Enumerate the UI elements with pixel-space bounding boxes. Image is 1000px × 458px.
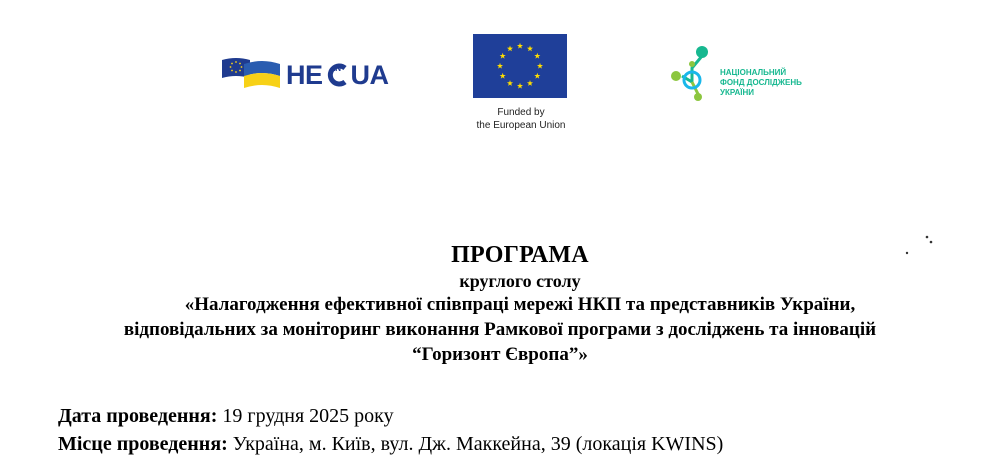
nrfu-line2: ФОНД ДОСЛІДЖЕНЬ xyxy=(720,78,802,87)
eu-caption-line1: Funded by xyxy=(497,107,545,118)
nrfu-logo xyxy=(668,42,828,104)
page-subtitle: круглого столу xyxy=(459,271,581,291)
program-heading xyxy=(0,240,1000,367)
heinua-ua: UA xyxy=(350,59,389,90)
event-title-line3: “Горизонт Європа”» xyxy=(412,344,588,365)
date-row xyxy=(58,402,723,430)
nrfu-line3: УКРАЇНИ xyxy=(720,88,755,97)
event-details xyxy=(58,402,723,458)
place-label: Місце проведення: xyxy=(58,433,228,455)
eu-caption-line2: the European Union xyxy=(476,120,566,131)
heinua-c-mark xyxy=(323,60,351,90)
molecule-icon xyxy=(668,42,724,104)
eu-funded-logo xyxy=(466,34,576,134)
eu-flag-icon xyxy=(473,34,567,98)
page-title: ПРОГРАМА xyxy=(451,242,589,268)
date-value: 19 грудня 2025 року xyxy=(222,405,394,427)
place-value: Україна, м. Київ, вул. Дж. Маккейна, 39 (локація KWINS) xyxy=(232,433,724,455)
event-title-line2: відповідальних за моніторинг виконання Рамкової програми з досліджень та інновацій xyxy=(123,319,877,340)
place-row xyxy=(58,430,723,458)
heinua-he: HE xyxy=(286,59,323,90)
nrfu-line1: НАЦІОНАЛЬНИЙ xyxy=(720,68,787,77)
date-label: Дата проведення: xyxy=(58,405,218,427)
nrfu-wordmark xyxy=(720,68,802,98)
eu-ukraine-flags-icon xyxy=(222,56,280,90)
heinua-logo xyxy=(222,56,402,92)
heinua-in: IN xyxy=(333,63,341,73)
event-title-line1: «Налагодження ефективної співпраці мережі НКП та представників України, xyxy=(184,294,856,315)
heinua-wordmark xyxy=(286,58,389,90)
eu-caption xyxy=(466,106,576,132)
